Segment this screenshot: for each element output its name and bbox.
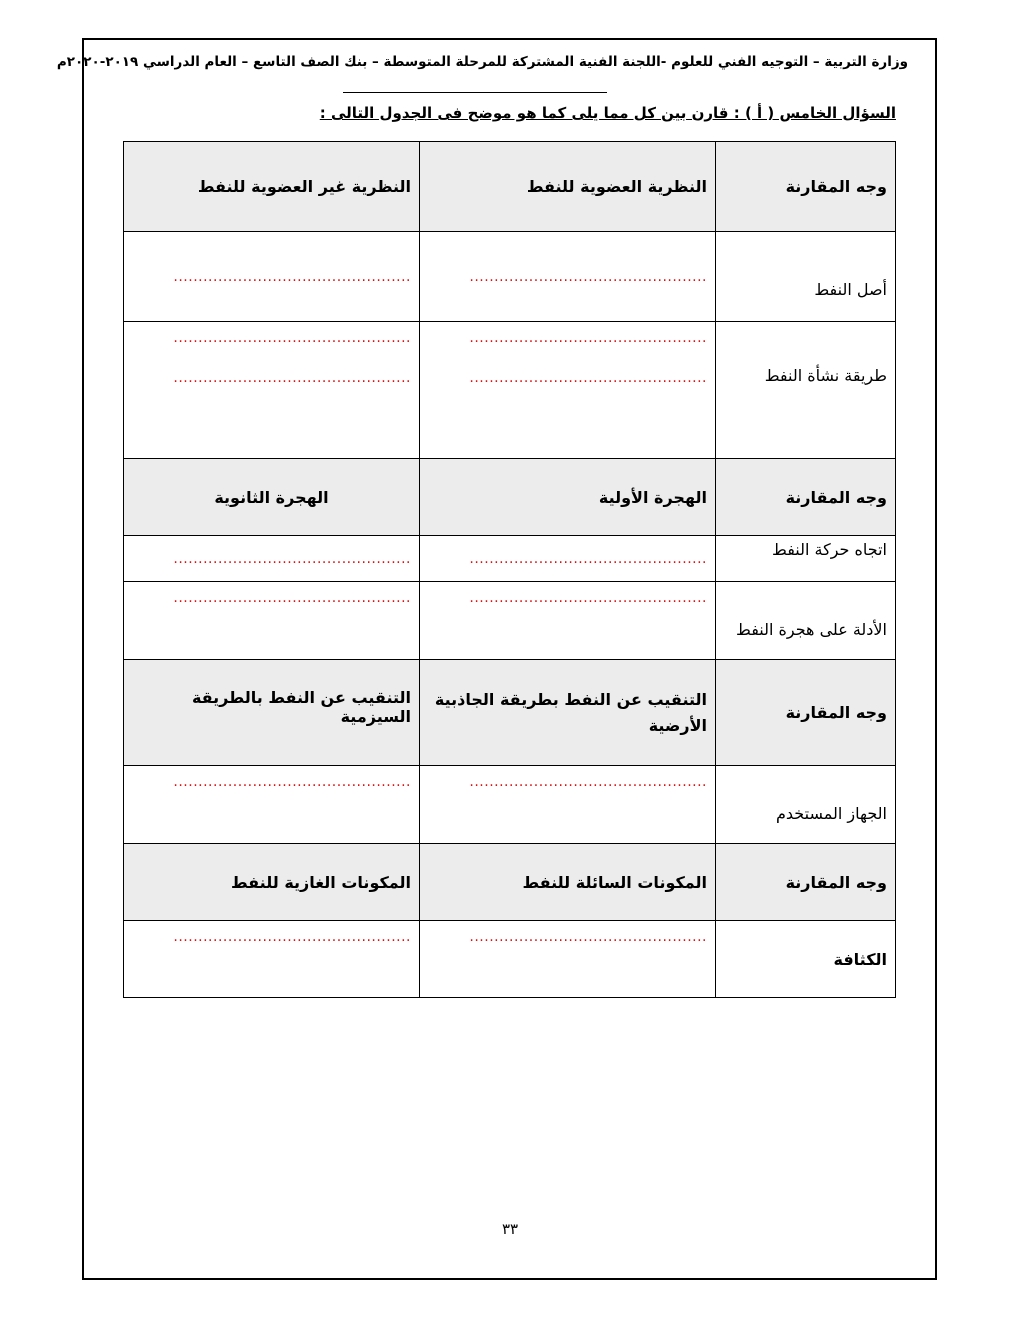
column-header: التنقيب عن النفط بطريقة الجاذبية الأرضية [420, 660, 716, 766]
answer-cell[interactable] [124, 921, 420, 998]
answer-cell[interactable] [420, 232, 716, 322]
aspect-header: وجه المقارنة [716, 459, 896, 536]
answer-cell[interactable] [420, 322, 716, 459]
answer-dots: ................................................ [173, 268, 411, 285]
answer-dots: ................................................ [469, 330, 707, 346]
row-label: طريقة نشأة النفط [716, 322, 896, 459]
answer-dots: ................................................ [173, 929, 411, 945]
aspect-header: وجه المقارنة [716, 142, 896, 232]
answer-dots: ................................................ [469, 268, 707, 285]
answer-cell[interactable] [420, 921, 716, 998]
page-number: ٣٣ [501, 1220, 519, 1238]
table-header-row [124, 660, 896, 766]
aspect-header: وجه المقارنة [716, 844, 896, 921]
answer-cell[interactable] [420, 766, 716, 844]
answer-cell[interactable] [124, 322, 420, 459]
answer-dots: ................................................ [173, 370, 411, 386]
table-header-row [124, 844, 896, 921]
table-header-row [124, 459, 896, 536]
answer-dots: ................................................ [469, 550, 707, 567]
table-row [124, 322, 896, 459]
row-label: الأدلة على هجرة النفط [716, 582, 896, 660]
question-title: السؤال الخامس ( أ ) : قارن بين كل مما يلى كما هو موضح فى الجدول التالى : [319, 104, 896, 122]
answer-cell[interactable] [124, 766, 420, 844]
column-header: المكونات السائلة للنفط [420, 844, 716, 921]
answer-dots: ................................................ [173, 330, 411, 346]
comparison-table [123, 141, 896, 998]
column-header: المكونات الغازية للنفط [124, 844, 420, 921]
column-header: التنقيب عن النفط بالطريقة السيزمية [124, 660, 420, 766]
table-row [124, 536, 896, 582]
table-row [124, 921, 896, 998]
answer-dots: ................................................ [469, 590, 707, 606]
table-row [124, 232, 896, 322]
answer-cell[interactable] [420, 536, 716, 582]
aspect-header: وجه المقارنة [716, 660, 896, 766]
answer-cell[interactable] [124, 536, 420, 582]
answer-dots: ................................................ [173, 590, 411, 606]
row-label: الكثافة [716, 921, 896, 998]
row-label: أصل النفط [716, 232, 896, 322]
answer-dots: ................................................ [469, 929, 707, 945]
row-label: الجهاز المستخدم [716, 766, 896, 844]
answer-dots: ................................................ [173, 774, 411, 790]
answer-cell[interactable] [420, 582, 716, 660]
page-header: وزارة التربية – التوجيه الفني للعلوم -اللجنة الفنية المشتركة للمرحلة المتوسطة – بنك الصف التاسع – العام الدراسي ٢٠١٩-٢٠٢٠م [56, 54, 908, 70]
column-header: الهجرة الأولية [420, 459, 716, 536]
column-header: النظرية العضوية للنفط [420, 142, 716, 232]
column-header: النظرية غير العضوية للنفط [124, 142, 420, 232]
row-label: اتجاه حركة النفط [716, 536, 896, 582]
table-row [124, 766, 896, 844]
answer-cell[interactable] [124, 232, 420, 322]
column-header: الهجرة الثانوية [124, 459, 420, 536]
table-row [124, 582, 896, 660]
table-header-row [124, 142, 896, 232]
header-underline [343, 92, 607, 93]
answer-cell[interactable] [124, 582, 420, 660]
answer-dots: ................................................ [469, 774, 707, 790]
answer-dots: ................................................ [173, 550, 411, 567]
answer-dots: ................................................ [469, 370, 707, 386]
